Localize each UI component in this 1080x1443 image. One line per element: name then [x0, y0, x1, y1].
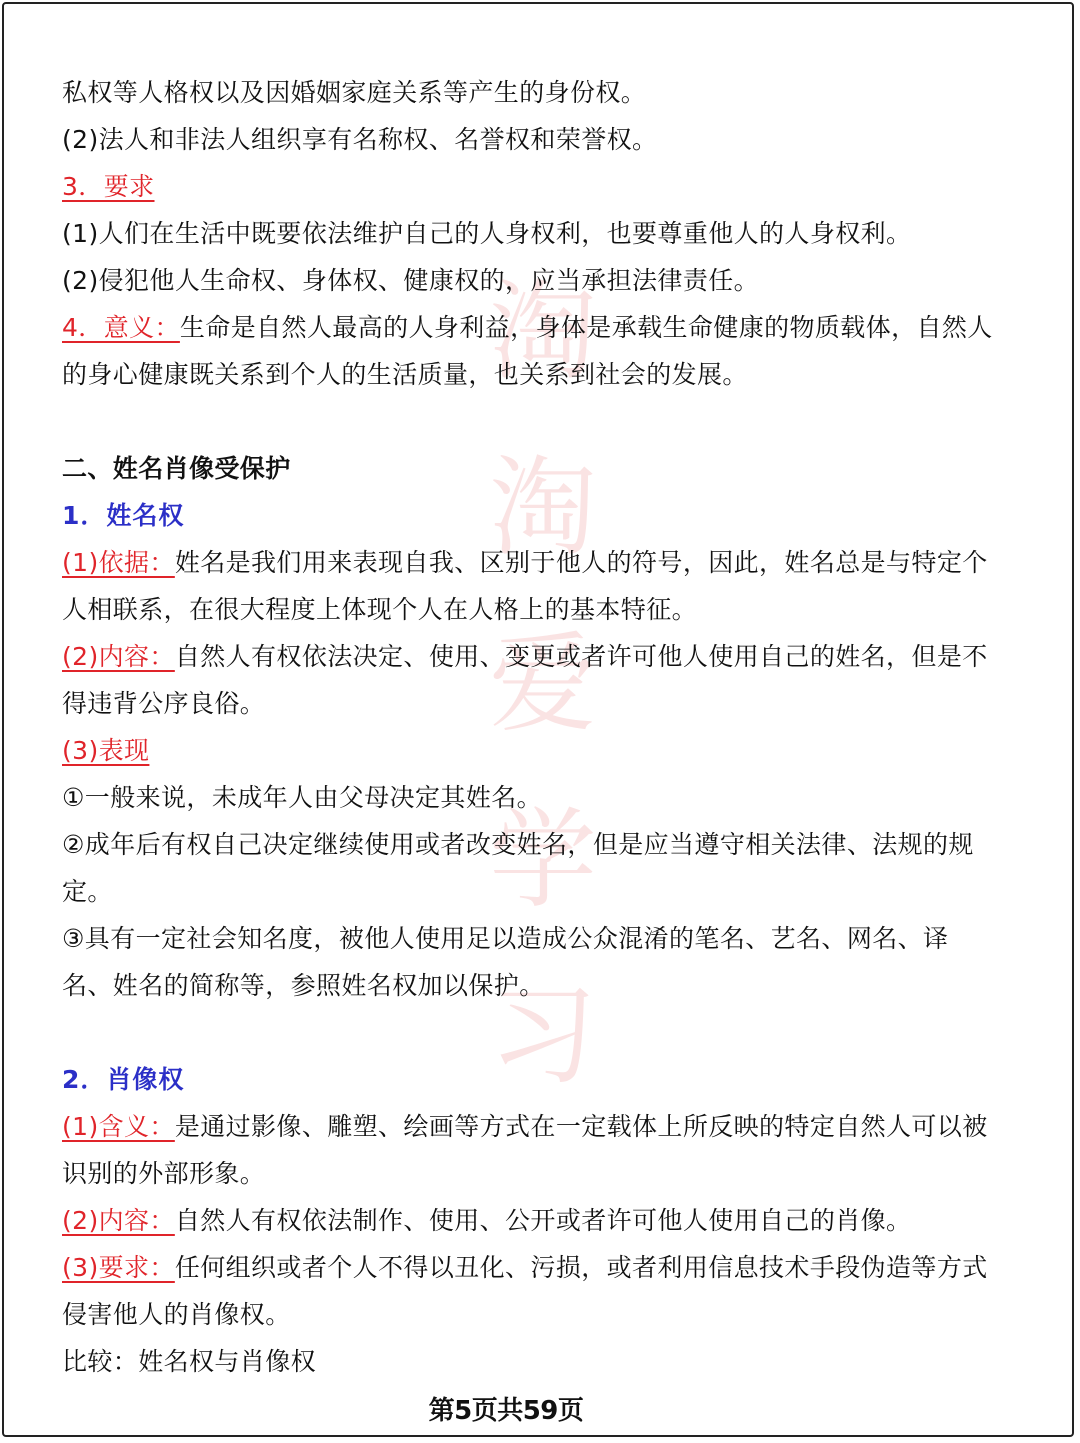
subsection-label: [62, 731, 149, 771]
paragraph-text: 姓名是我们用来表现自我、区别于他人的符号，因此，姓名总是与特定个: [174, 548, 988, 577]
red-label: 4．意义：: [62, 313, 180, 342]
red-label: (1)含义：: [62, 1112, 175, 1141]
paragraph-line: ②成年后有权自己决定继续使用或者改变姓名，但是应当遵守相关法律、法规的规: [62, 830, 974, 859]
paragraph-text: 自然人有权依法制作、使用、公开或者许可他人使用自己的肖像。: [174, 1206, 912, 1235]
paragraph-line: (2)法人和非法人组织享有名称权、名誉权和荣誉权。: [62, 125, 658, 154]
subsection-heading: 1．姓名权: [62, 501, 185, 530]
red-label: (2)内容：: [62, 1206, 175, 1235]
paragraph-line: [62, 308, 993, 348]
watermark-char: 习: [488, 974, 597, 1099]
red-label: (3)要求：: [62, 1253, 175, 1282]
paragraph-line: 识别的外部形象。: [62, 1159, 266, 1188]
watermark-char: 淘: [488, 270, 597, 395]
paragraph-line: 侵害他人的肖像权。: [62, 1300, 291, 1329]
red-label: 3．要求: [62, 172, 155, 201]
section-heading: 二、姓名肖像受保护: [62, 454, 291, 483]
paragraph-line: 的身心健康既关系到个人的生活质量，也关系到社会的发展。: [62, 360, 748, 389]
subsection-label: [62, 167, 155, 207]
paragraph-line: [62, 637, 988, 677]
page-number: 第5页共59页: [428, 1396, 584, 1426]
paragraph-line: 比较：姓名权与肖像权: [62, 1347, 317, 1376]
paragraph-line: (1)人们在生活中既要依法维护自己的人身权利，也要尊重他人的人身权利。: [62, 219, 912, 248]
red-label: (2)内容：: [62, 642, 175, 671]
watermark-char: 爱: [488, 622, 597, 747]
paragraph-line: 人相联系，在很大程度上体现个人在人格上的基本特征。: [62, 595, 698, 624]
paragraph-line: ①一般来说，未成年人由父母决定其姓名。: [62, 783, 543, 812]
paragraph-line: ③具有一定社会知名度，被他人使用足以造成公众混淆的笔名、艺名、网名、译: [62, 924, 949, 953]
paragraph-line: (2)侵犯他人生命权、身体权、健康权的，应当承担法律责任。: [62, 266, 760, 295]
paragraph-line: 私权等人格权以及因婚姻家庭关系等产生的身份权。: [62, 78, 647, 107]
paragraph-text: 是通过影像、雕塑、绘画等方式在一定载体上所反映的特定自然人可以被: [174, 1112, 988, 1141]
paragraph-text: 自然人有权依法决定、使用、变更或者许可他人使用自己的姓名，但是不: [174, 642, 988, 671]
paragraph-line: [62, 1107, 988, 1147]
red-label: (3)表现: [62, 736, 150, 765]
paragraph-line: 定。: [62, 877, 113, 906]
watermark-char: 淘: [488, 446, 597, 571]
paragraph-line: [62, 543, 988, 583]
watermark-char: 学: [488, 798, 597, 923]
paragraph-line: [62, 1201, 911, 1241]
subsection-heading: 2．肖像权: [62, 1065, 185, 1094]
paragraph-line: [62, 1248, 988, 1288]
paragraph-line: 得违背公序良俗。: [62, 689, 266, 718]
paragraph-text: 任何组织或者个人不得以丑化、污损，或者利用信息技术手段伪造等方式: [174, 1253, 988, 1282]
paragraph-text: 生命是自然人最高的人身利益，身体是承载生命健康的物质载体，自然人: [179, 313, 993, 342]
paragraph-line: 名、姓名的简称等，参照姓名权加以保护。: [62, 971, 545, 1000]
red-label: (1)依据：: [62, 548, 175, 577]
